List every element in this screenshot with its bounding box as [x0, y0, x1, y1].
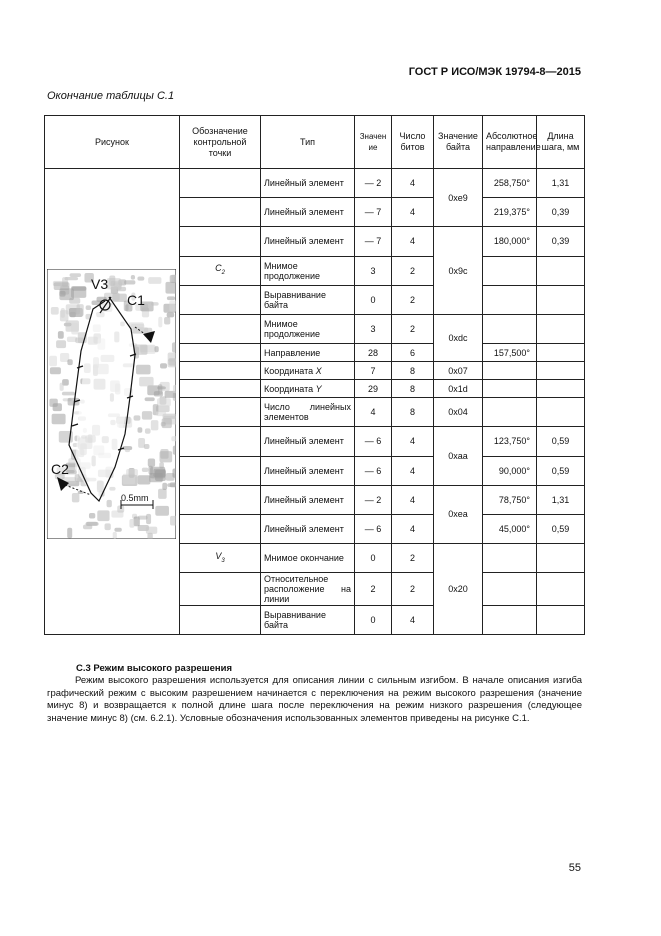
abs-dir-cell: [483, 573, 537, 606]
texture-blob: [132, 327, 148, 333]
abs-dir-cell: [483, 544, 537, 573]
byte-value-cell: 0xe9: [434, 169, 483, 227]
texture-blob: [148, 277, 161, 284]
texture-blob: [167, 313, 175, 318]
curve-figure: [47, 269, 176, 539]
point-cell: [180, 169, 261, 198]
col-header-step: Длина шага, мм: [537, 116, 585, 169]
texture-blob: [49, 399, 57, 407]
type-cell: Выравнивание байта: [261, 285, 355, 314]
texture-blob: [134, 345, 148, 355]
texture-blob: [156, 411, 166, 416]
point-cell: [180, 285, 261, 314]
texture-blob: [142, 411, 152, 419]
col-header-point: Обозначение контрольной точки: [180, 116, 261, 169]
value-cell: — 6: [355, 514, 392, 543]
type-cell: Линейный элемент: [261, 514, 355, 543]
byte-value-cell: 0xdc: [434, 314, 483, 361]
texture-blob: [138, 427, 143, 432]
step-cell: 1,31: [537, 169, 585, 198]
bits-cell: 8: [392, 380, 434, 398]
point-cell: [180, 227, 261, 256]
texture-blob: [172, 342, 176, 352]
texture-blob: [169, 300, 176, 311]
value-cell: 0: [355, 606, 392, 635]
table-caption: Окончание таблицы С.1: [47, 90, 175, 102]
texture-blob: [49, 356, 57, 366]
texture-blob: [172, 469, 176, 478]
texture-blob: [138, 438, 145, 448]
texture-blob: [51, 307, 59, 315]
texture-blob: [148, 466, 152, 475]
type-cell: Мнимое продолжение: [261, 256, 355, 285]
texture-blob: [168, 359, 176, 367]
texture-blob: [170, 482, 176, 487]
byte-value-cell: 0x07: [434, 362, 483, 380]
texture-blob: [158, 317, 162, 328]
texture-blob: [157, 398, 171, 406]
value-cell: — 2: [355, 169, 392, 198]
figure-cell: [45, 169, 180, 635]
texture-blob: [148, 458, 155, 466]
texture-blob: [59, 288, 74, 300]
value-cell: 0: [355, 285, 392, 314]
step-cell: [537, 573, 585, 606]
texture-blob: [67, 528, 72, 538]
step-cell: [537, 606, 585, 635]
point-cell: [180, 606, 261, 635]
texture-blob: [109, 487, 115, 491]
texture-blob: [142, 468, 149, 472]
texture-blob: [137, 277, 144, 281]
texture-blob: [58, 331, 64, 339]
type-cell: Мнимое продолжение: [261, 314, 355, 343]
col-header-figure: Рисунок: [45, 116, 180, 169]
point-cell: [180, 514, 261, 543]
point-cell: [180, 485, 261, 514]
texture-blob: [158, 384, 162, 394]
bits-cell: 8: [392, 398, 434, 427]
type-cell: Линейный элемент: [261, 456, 355, 485]
texture-blob: [83, 525, 92, 530]
texture-blob: [170, 516, 176, 526]
step-cell: 0,59: [537, 456, 585, 485]
type-cell: Линейный элемент: [261, 169, 355, 198]
step-cell: 1,31: [537, 485, 585, 514]
bits-cell: 4: [392, 456, 434, 485]
texture-blob: [107, 500, 112, 507]
type-cell: Направление: [261, 344, 355, 362]
value-cell: — 7: [355, 198, 392, 227]
type-cell: Число линейных элементов: [261, 398, 355, 427]
section-title: С.3 Режим высокого разрешения: [76, 663, 233, 674]
abs-dir-cell: 180,000°: [483, 227, 537, 256]
bits-cell: 8: [392, 362, 434, 380]
abs-dir-cell: 123,750°: [483, 427, 537, 456]
point-cell: [180, 456, 261, 485]
texture-blob: [56, 340, 66, 348]
step-cell: [537, 544, 585, 573]
document-header: ГОСТ Р ИСО/МЭК 19794-8—2015: [408, 66, 581, 78]
value-cell: — 6: [355, 456, 392, 485]
texture-blob: [151, 420, 159, 430]
step-cell: 0,39: [537, 198, 585, 227]
abs-dir-cell: [483, 606, 537, 635]
byte-value-cell: 0x1d: [434, 380, 483, 398]
abs-dir-cell: [483, 285, 537, 314]
texture-blob: [171, 436, 176, 441]
bits-cell: 2: [392, 544, 434, 573]
value-cell: 0: [355, 544, 392, 573]
type-cell: Координата X: [261, 362, 355, 380]
byte-value-cell: 0x04: [434, 398, 483, 427]
texture-blob: [146, 514, 151, 524]
bits-cell: 6: [392, 344, 434, 362]
point-cell: [180, 256, 261, 285]
value-cell: 7: [355, 362, 392, 380]
texture-blob: [109, 275, 115, 285]
texture-blob: [62, 392, 75, 396]
texture-blob: [70, 273, 81, 277]
texture-blob: [114, 528, 121, 532]
point-subscript: 2: [221, 270, 225, 277]
type-cell: Линейный элемент: [261, 485, 355, 514]
value-cell: 28: [355, 344, 392, 362]
texture-blob: [145, 397, 155, 401]
texture-blob: [97, 510, 109, 521]
value-cell: 29: [355, 380, 392, 398]
abs-dir-cell: 258,750°: [483, 169, 537, 198]
type-cell: Координата Y: [261, 380, 355, 398]
axis-var: Y: [315, 383, 322, 394]
section-paragraph: Режим высокого разрешения используется для описания линии с сильным изгибом. В начале описания изгиба графический режим с высоким разрешением начинается с переключения на режим высокого разрешения (значение минус 8) и возвращается к полной длине шага после переключения на режим низкого разрешения (следующее значение минус 8) (см. 6.2.1). Условные обозначения использованных элементов приведены на рисунке С.1.: [47, 675, 582, 724]
byte-value-cell: 0x20: [434, 544, 483, 635]
texture-blob: [52, 414, 66, 425]
bits-cell: 2: [392, 256, 434, 285]
abs-dir-cell: [483, 362, 537, 380]
step-cell: [537, 344, 585, 362]
abs-dir-cell: [483, 314, 537, 343]
texture-blob: [128, 322, 144, 327]
page-number: 55: [568, 862, 581, 874]
bits-cell: 2: [392, 285, 434, 314]
texture-blob: [160, 363, 167, 368]
point-cell: [180, 427, 261, 456]
bits-cell: 4: [392, 606, 434, 635]
texture-blob: [67, 359, 72, 365]
byte-value-cell: 0xaa: [434, 427, 483, 485]
point-label: $C_2$: [215, 263, 225, 277]
step-cell: [537, 285, 585, 314]
point-cell: [180, 380, 261, 398]
point-cell: [180, 198, 261, 227]
texture-blob: [146, 527, 157, 534]
abs-dir-cell: [483, 380, 537, 398]
abs-dir-cell: [483, 256, 537, 285]
texture-blob: [77, 304, 84, 316]
texture-blob: [71, 323, 78, 334]
texture-blob: [167, 296, 175, 300]
texture-blob: [72, 287, 87, 291]
texture-blob: [139, 377, 153, 387]
abs-dir-cell: [483, 398, 537, 427]
bits-cell: 4: [392, 514, 434, 543]
value-cell: 3: [355, 256, 392, 285]
bits-cell: 4: [392, 227, 434, 256]
point-subscript: 3: [221, 557, 225, 564]
texture-blob: [72, 493, 80, 502]
step-cell: 0,59: [537, 427, 585, 456]
texture-blob: [131, 275, 135, 280]
texture-blob: [86, 305, 91, 310]
label-v3: V3: [91, 276, 109, 292]
texture-blob: [165, 282, 176, 294]
texture-blob: [113, 532, 117, 539]
abs-dir-cell: 219,375°: [483, 198, 537, 227]
value-cell: — 7: [355, 227, 392, 256]
texture-blob: [162, 483, 167, 490]
col-header-bits: Число битов: [392, 116, 434, 169]
texture-blob: [151, 302, 159, 306]
texture-blob: [155, 346, 159, 352]
col-header-byte-value: Значение байта: [434, 116, 483, 169]
value-cell: — 2: [355, 485, 392, 514]
texture-blob: [134, 415, 141, 420]
point-cell: [180, 544, 261, 573]
type-cell: Относительное расположение на линии: [261, 573, 355, 606]
texture-blob: [158, 489, 167, 499]
step-cell: [537, 362, 585, 380]
byte-value-cell: 0x9c: [434, 227, 483, 315]
table-header-row: [45, 116, 585, 169]
type-cell: Выравнивание байта: [261, 606, 355, 635]
texture-blob: [89, 513, 95, 519]
label-scale: 0.5mm: [121, 493, 149, 503]
texture-blob: [125, 446, 130, 452]
value-cell: 2: [355, 573, 392, 606]
abs-dir-cell: 90,000°: [483, 456, 537, 485]
texture-blob: [105, 523, 111, 530]
bits-cell: 4: [392, 198, 434, 227]
texture-blob: [138, 475, 151, 484]
value-cell: 3: [355, 314, 392, 343]
value-cell: 4: [355, 398, 392, 427]
point-cell: [180, 398, 261, 427]
bits-cell: 4: [392, 427, 434, 456]
step-cell: 0,59: [537, 514, 585, 543]
byte-value-cell: 0xea: [434, 485, 483, 543]
point-cell: [180, 344, 261, 362]
texture-blob: [75, 337, 84, 343]
type-cell: Линейный элемент: [261, 227, 355, 256]
value-cell: — 6: [355, 427, 392, 456]
bits-cell: 2: [392, 573, 434, 606]
texture-blob: [173, 385, 176, 393]
texture-blob: [61, 308, 65, 318]
curve-svg: [47, 269, 176, 539]
col-header-abs-dir: Абсолютное направление: [483, 116, 537, 169]
step-cell: [537, 256, 585, 285]
texture-blob: [159, 451, 172, 462]
texture-blob: [124, 280, 135, 284]
col-header-value: Значение: [355, 116, 392, 169]
texture-blob: [173, 446, 176, 455]
texture-blob: [145, 428, 151, 433]
texture-blob: [50, 367, 61, 374]
point-label: $V_3$: [215, 550, 225, 564]
type-cell: Мнимое окончание: [261, 544, 355, 573]
abs-dir-cell: 45,000°: [483, 514, 537, 543]
texture-blob: [136, 365, 151, 375]
point-cell: [180, 362, 261, 380]
data-table: [44, 115, 585, 635]
label-c1: C1: [127, 292, 145, 308]
step-cell: [537, 380, 585, 398]
point-cell: [180, 314, 261, 343]
col-header-type: Тип: [261, 116, 355, 169]
bits-cell: 4: [392, 169, 434, 198]
label-c2: C2: [51, 461, 69, 477]
texture-blob: [157, 386, 166, 389]
abs-dir-cell: 157,500°: [483, 344, 537, 362]
type-cell: Линейный элемент: [261, 198, 355, 227]
texture-blob: [60, 383, 64, 391]
texture-blob: [164, 317, 170, 325]
type-cell: Линейный элемент: [261, 427, 355, 456]
bits-cell: 2: [392, 314, 434, 343]
texture-blob: [129, 519, 134, 528]
step-cell: [537, 398, 585, 427]
table-row: [45, 169, 585, 198]
step-cell: 0,39: [537, 227, 585, 256]
texture-blob: [162, 418, 172, 428]
step-cell: [537, 314, 585, 343]
texture-blob: [155, 506, 169, 516]
texture-blob: [170, 275, 176, 283]
texture-blob: [126, 469, 138, 477]
point-cell: [180, 573, 261, 606]
bits-cell: 4: [392, 485, 434, 514]
abs-dir-cell: 78,750°: [483, 485, 537, 514]
axis-var: X: [315, 365, 322, 376]
